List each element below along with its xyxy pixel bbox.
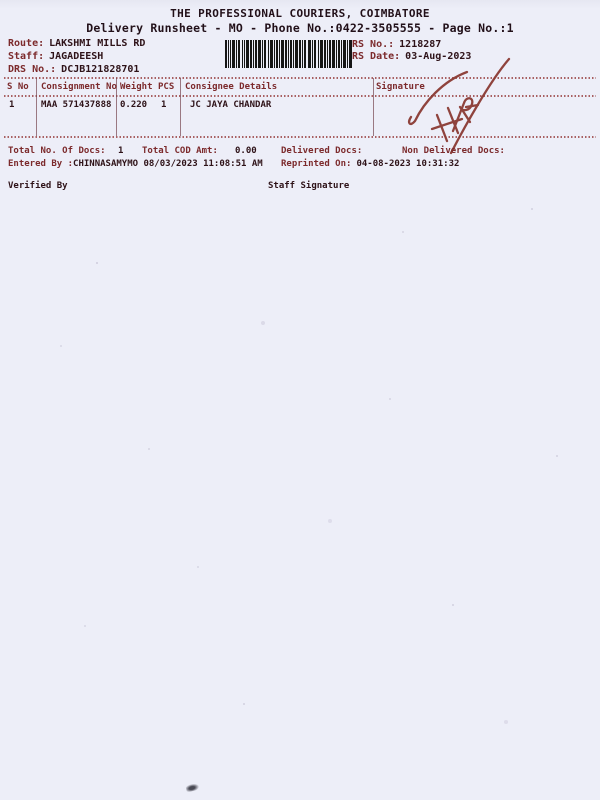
drs-row — [8, 65, 139, 75]
route-row — [8, 39, 145, 49]
staff-row — [8, 52, 103, 62]
verified-by-label: Verified By — [8, 181, 68, 191]
reprinted-on-label: Reprinted On: — [281, 159, 352, 169]
rs-no-value: 1218287 — [399, 39, 442, 50]
scan-smudge — [185, 783, 199, 793]
column-header-weight: Weight — [120, 82, 153, 92]
column-header-consignment-no: Consignment No — [41, 82, 117, 92]
cell-consignee-details: JC JAYA CHANDAR — [190, 100, 272, 110]
reprinted-on-row — [281, 160, 459, 169]
staff-label: Staff: — [8, 51, 45, 62]
column-divider — [373, 78, 374, 136]
staff-signature-label: Staff Signature — [268, 181, 350, 191]
cell-weight: 0.220 — [120, 100, 148, 110]
cell-s-no: 1 — [9, 100, 15, 110]
cell-consignment-no: MAA 571437888 — [41, 100, 112, 110]
rs-no-row — [352, 40, 441, 50]
total-cod-label: Total COD Amt: — [142, 146, 218, 156]
column-header-s-no: S No — [7, 82, 29, 92]
total-docs-value: 1 — [118, 146, 124, 156]
total-docs-label: Total No. Of Docs: — [8, 146, 106, 156]
route-value: LAKSHMI MILLS RD — [49, 38, 146, 49]
entered-by-value: CHINNASAMYMO 08/03/2023 11:08:51 AM — [73, 159, 263, 169]
total-cod-value: 0.00 — [235, 146, 257, 156]
non-delivered-docs-label: Non Delivered Docs: — [402, 146, 505, 156]
rs-date-value: 03-Aug-2023 — [405, 51, 472, 62]
reprinted-on-value: 04-08-2023 10:31:32 — [356, 159, 460, 169]
entered-by-row — [8, 160, 263, 169]
column-divider — [36, 78, 37, 136]
column-header-consignee-details: Consignee Details — [185, 82, 278, 92]
scan-noise-speckles — [0, 0, 2, 2]
drs-value: DCJB121828701 — [61, 64, 140, 75]
column-header-pcs: PCS — [158, 82, 175, 92]
barcode-icon — [225, 40, 352, 68]
drs-label: DRS No.: — [8, 64, 57, 75]
route-label: Route: — [8, 38, 45, 49]
column-header-signature: Signature — [376, 82, 425, 92]
document-subtitle: Delivery Runsheet - MO - Phone No.:0422-3505555 - Page No.:1 — [86, 21, 514, 35]
cell-pcs: 1 — [161, 100, 167, 110]
rs-no-label: RS No.: — [352, 39, 395, 50]
document-title: THE PROFESSIONAL COURIERS, COIMBATORE — [170, 7, 430, 20]
entered-by-label: Entered By : — [8, 159, 74, 169]
delivered-docs-label: Delivered Docs: — [281, 146, 363, 156]
column-divider — [180, 78, 181, 136]
rs-date-label: RS Date: — [352, 51, 401, 62]
staff-value: JAGADEESH — [49, 51, 104, 62]
